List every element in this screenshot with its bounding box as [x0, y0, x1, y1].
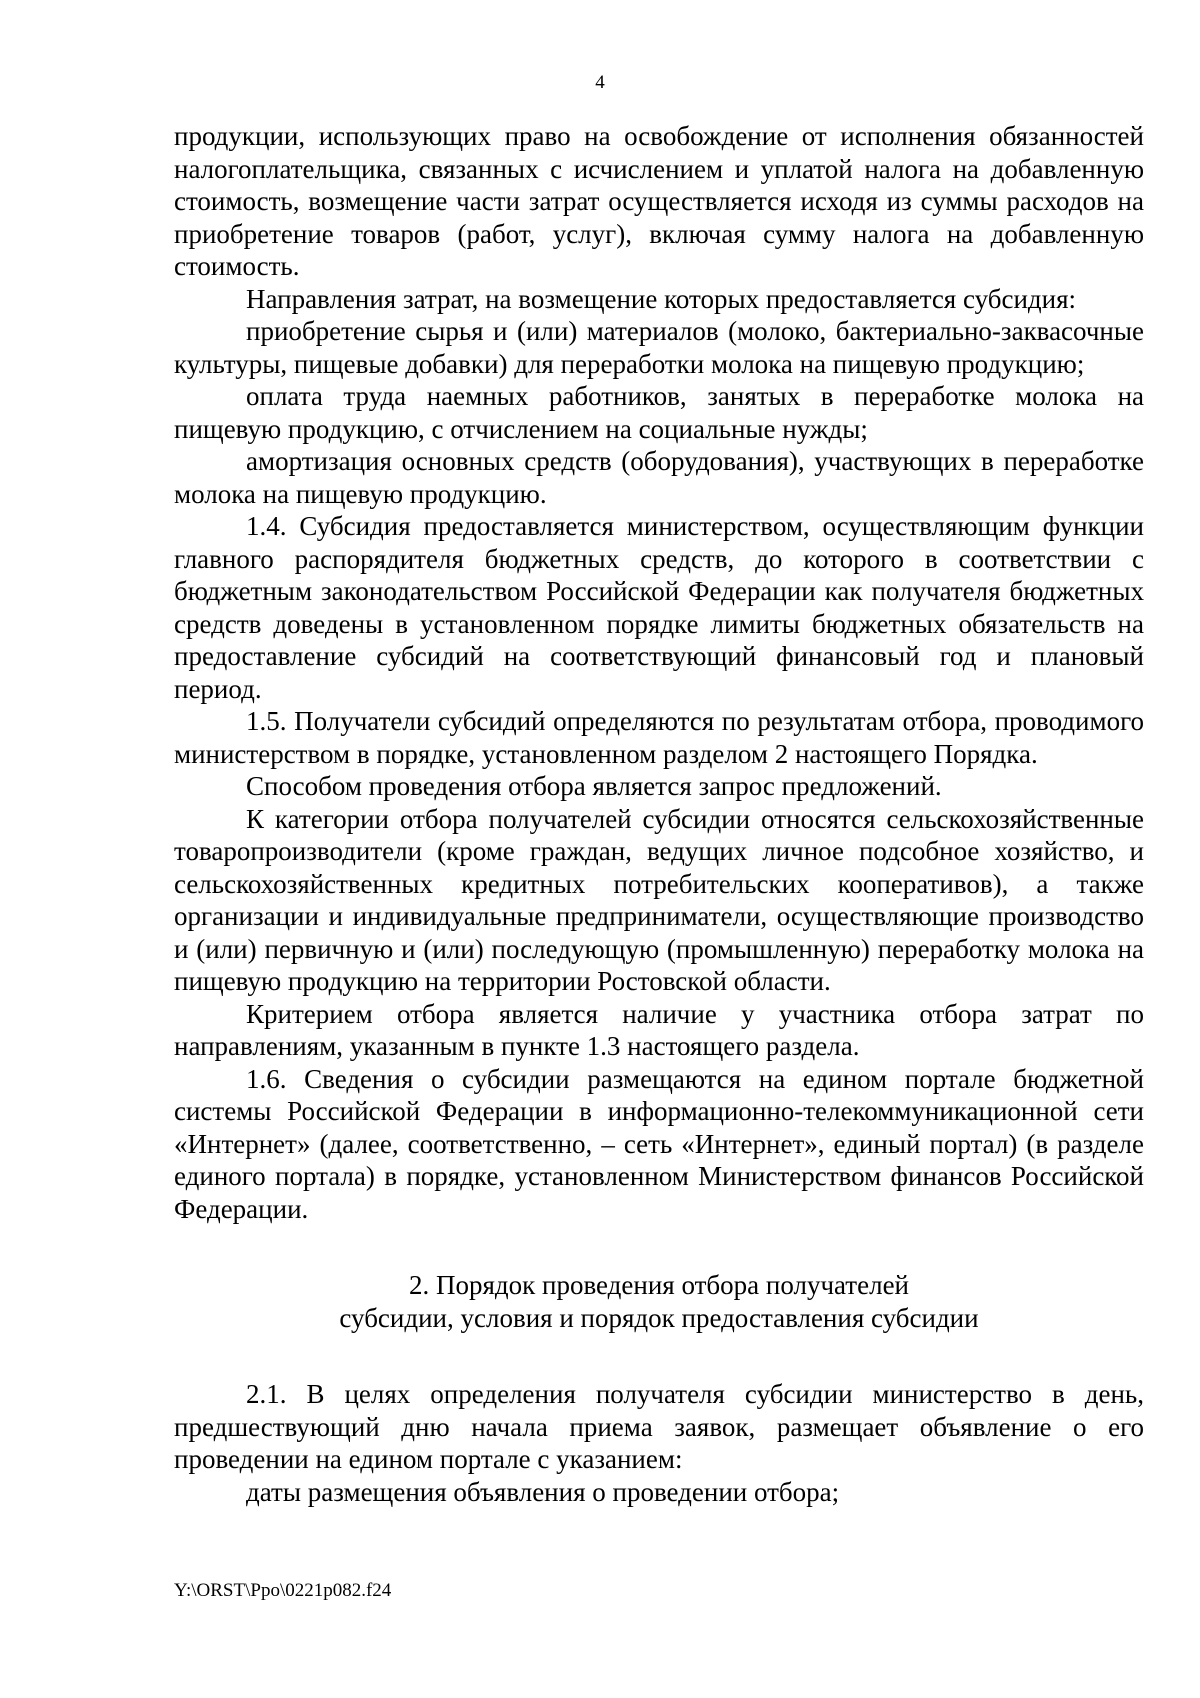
paragraph-1-4: 1.4. Субсидия предоставляется министерством, осуществляющим функции главного распорядителя бюджетных средств, до которого в соответствии с бюджетным законодательством Российской Федерации как получателя бюджетных средств доведены в установленном порядке лимиты бюджетных обязательств на предоставление субсидий на соответствующий финансовый год и плановый период. [174, 511, 1144, 704]
paragraph-selection-method: Способом проведения отбора является запрос предложений. [246, 771, 942, 801]
paragraph-depreciation: амортизация основных средств (оборудования), участвующих в переработке молока на пищевую продукцию. [174, 446, 1144, 509]
paragraph-labor-payment: оплата труда наемных работников, занятых в переработке молока на пищевую продукцию, с отчислением на социальные нужды; [174, 381, 1144, 444]
page-number: 4 [595, 72, 605, 93]
paragraph-1-5: 1.5. Получатели субсидий определяются по результатам отбора, проводимого министерством в порядке, установленном разделом 2 настоящего Порядка. [174, 706, 1144, 769]
paragraph-expense-directions: Направления затрат, на возмещение которых предоставляется субсидия: [246, 283, 1077, 314]
paragraph-raw-materials: приобретение сырья и (или) материалов (молоко, бактериально-заквасочные культуры, пищевые добавки) для переработки молока на пищевую продукцию; [174, 316, 1144, 379]
section-heading [174, 1269, 1144, 1334]
section-heading-line-1: 2. Порядок проведения отбора получателей [408, 1270, 909, 1300]
paragraph-continuation: продукции, использующих право на освобождение от исполнения обязанностей налогоплательщика, связанных с исчислением и уплатой налога на добавленную стоимость, возмещение части затрат осуществляется исходя из суммы расходов на приобретение товаров (работ, услуг), включая сумму налога на добавленную стоимость. [174, 121, 1144, 281]
paragraph-selection-criterion: Критерием отбора является наличие у участника отбора затрат по направлениям, указанным в пункте 1.3 настоящего раздела. [174, 998, 1144, 1061]
document-body [174, 120, 1144, 1508]
paragraph-1-6: 1.6. Сведения о субсидии размещаются на едином портале бюджетной системы Российской Федерации в информационно-телекоммуникационной сети «Интернет» (далее, соответственно, – сеть «Интернет», единый портал) (в разделе единого портала) в порядке, установленном Министерством финансов Российской Федерации. [174, 1063, 1144, 1224]
paragraph-announcement-date: даты размещения объявления о проведении отбора; [246, 1476, 840, 1507]
file-path-footer: Y:\ORST\Ppo\0221p082.f24 [174, 1580, 392, 1601]
paragraph-2-1: 2.1. В целях определения получателя субсидии министерство в день, предшествующий дню начала приема заявок, размещает объявление о его проведении на едином портале с указанием: [174, 1379, 1144, 1474]
section-heading-line-2: субсидии, условия и порядок предоставления субсидии [339, 1302, 979, 1333]
paragraph-selection-category: К категории отбора получателей субсидии относятся сельскохозяйственные товаропроизводители (кроме граждан, ведущих личное подсобное хозяйство, и сельскохозяйственных кредитных потребительских кооперативов), а также организации и индивидуальные предприниматели, осуществляющие производство и (или) первичную и (или) последующую (промышленную) переработку молока на пищевую продукцию на территории Ростовской области. [174, 803, 1144, 996]
